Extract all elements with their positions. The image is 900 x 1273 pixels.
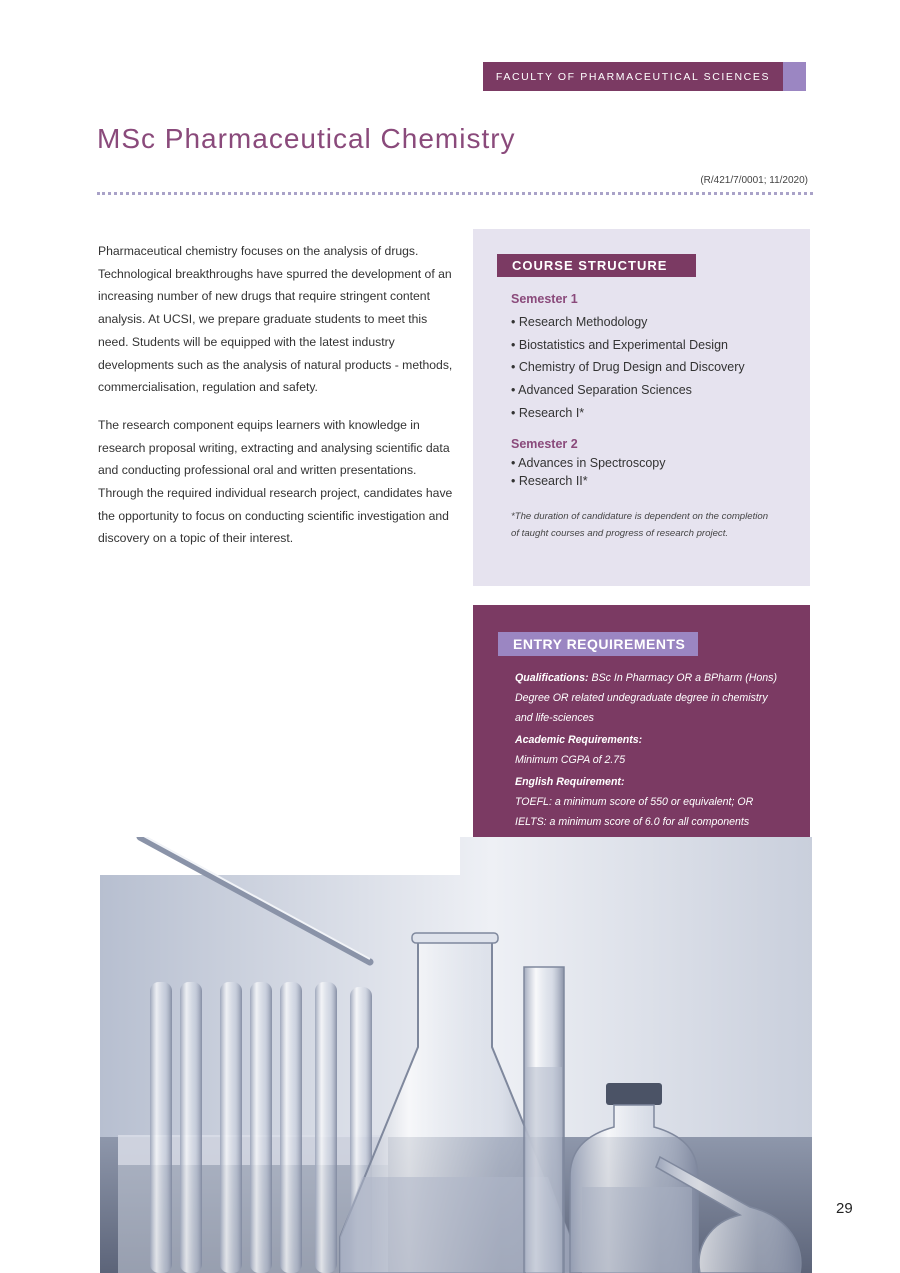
list-item: • Chemistry of Drug Design and Discovery [511,356,745,379]
list-item: • Biostatistics and Experimental Design [511,334,745,357]
semester-2-list [511,454,665,490]
list-item: • Research Methodology [511,311,745,334]
academic-item [515,730,785,770]
course-structure-panel [473,229,810,586]
intro-paragraph-1: Pharmaceutical chemistry focuses on the analysis of drugs. Technological breakthroughs have spurred the development of an increasing number of new drugs that require stringent content analysis. At UCSI, we prepare graduate students to meet this need. Students will be equipped with the latest industry developments such as the analysis of natural products - methods, commercialisation, regulation and safety. [98,244,453,395]
semester-2-title: Semester 2 [511,437,578,451]
course-structure-heading: COURSE STRUCTURE [497,254,696,277]
page-title: MSc Pharmaceutical Chemistry [97,123,516,154]
entry-requirements-heading: ENTRY REQUIREMENTS [498,632,698,656]
english-text-toefl: TOEFL: a minimum score of 550 or equivalent; OR [515,796,754,808]
faculty-banner-accent [783,62,806,91]
intro-paragraph-2: The research component equips learners with knowledge in research proposal writing, extracting and analysing scientific data and conducting professional oral and written presentations. Through the required individual research project, candidates have the opportunity to focus on conducting scientific investigation and discovery on a topic of their interest. [98,417,453,546]
candidature-footnote: *The duration of candidature is dependent on the completion of taught courses and progress of research project. [511,511,769,539]
english-item [515,772,785,832]
english-text-ielts: IELTS: a minimum score of 6.0 for all components [515,816,750,828]
faculty-banner: FACULTY OF PHARMACEUTICAL SCIENCES [483,62,783,91]
page-number: 29 [836,1200,853,1217]
qualifications-label: Qualifications: [515,672,589,684]
semester-1-title: Semester 1 [511,292,578,306]
qualifications-item [515,668,785,728]
qualifications-text: BSc In Pharmacy OR a BPharm (Hons) Degree OR related undegraduate degree in chemistry and life-sciences [515,672,777,724]
list-item: • Advances in Spectroscopy [511,454,665,472]
academic-text: Minimum CGPA of 2.75 [515,754,626,766]
semester-1-list [511,311,745,425]
reference-code: (R/421/7/0001; 11/2020) [700,175,808,186]
entry-requirements-content [515,668,785,834]
academic-label: Academic Requirements: [515,734,643,746]
list-item: • Research II* [511,472,665,490]
entry-requirements-panel [473,605,810,862]
dotted-divider [97,192,813,195]
english-label: English Requirement: [515,776,625,788]
intro-text [98,240,458,565]
list-item: • Advanced Separation Sciences [511,379,745,402]
lab-glassware-photo [100,837,812,1273]
list-item: • Research I* [511,402,745,425]
